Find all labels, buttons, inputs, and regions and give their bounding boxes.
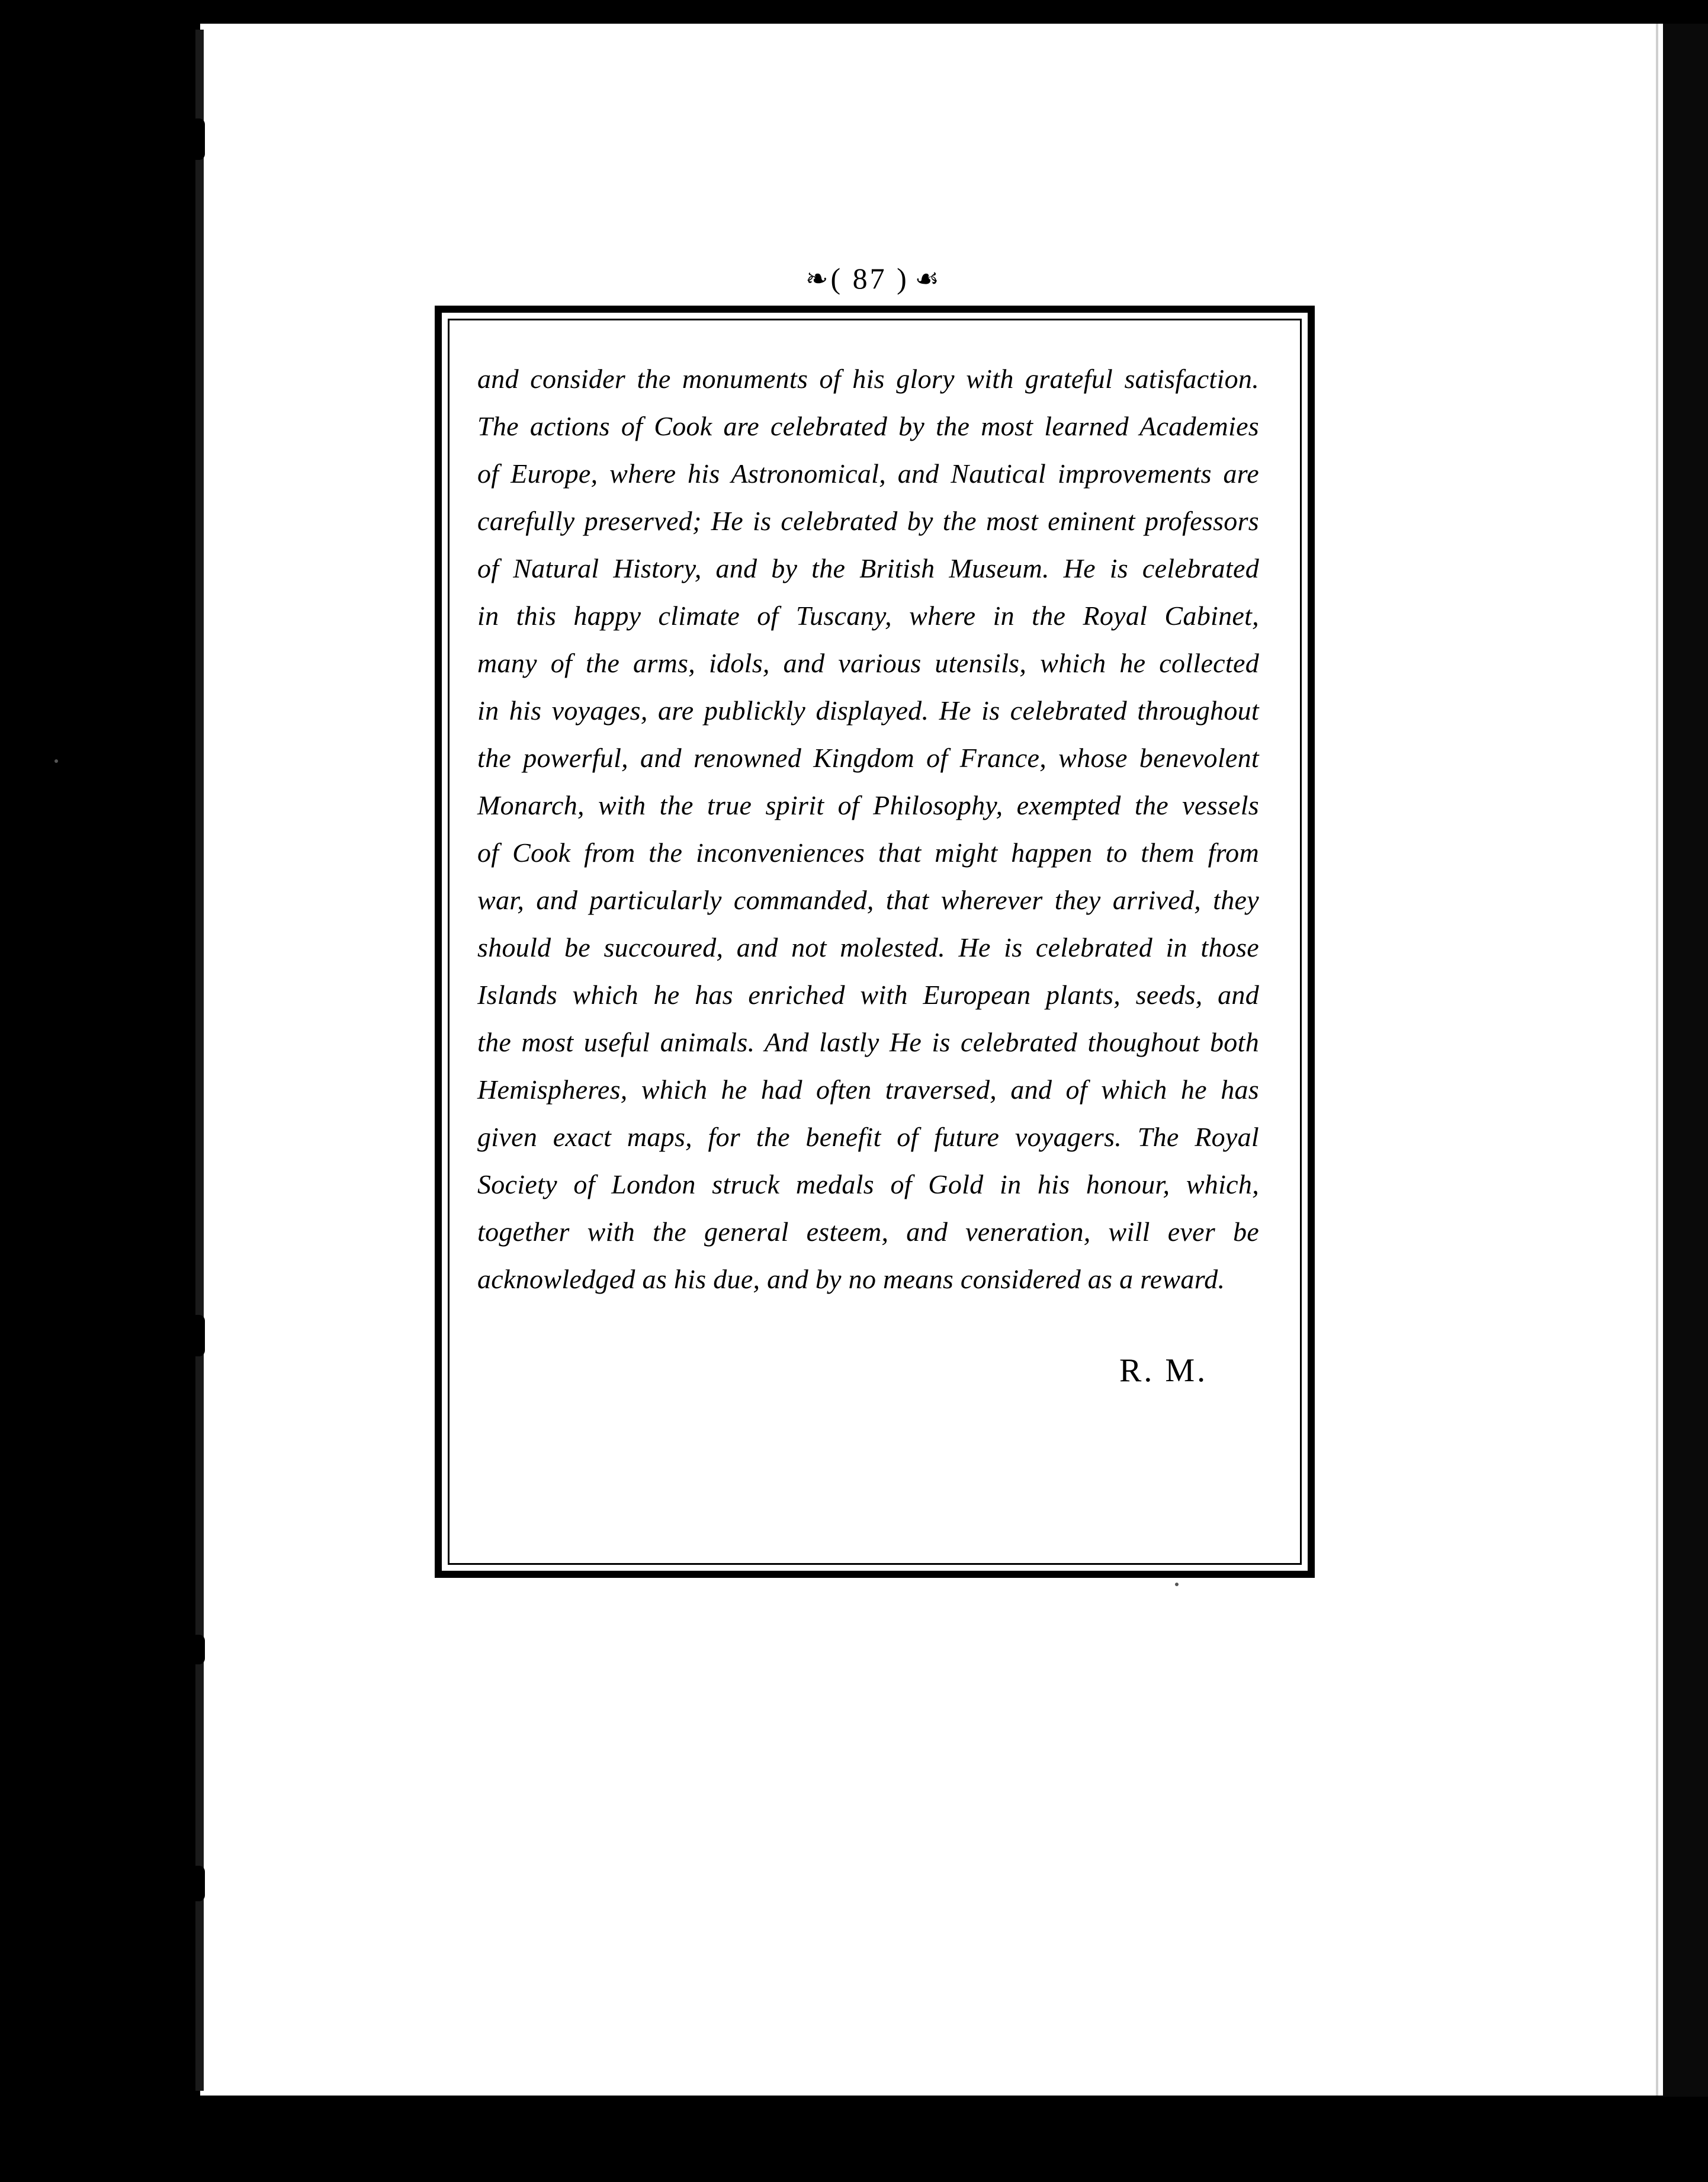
text-line: Hemispheres, which he had often traversed, and of which he has xyxy=(477,1074,1259,1105)
page-header xyxy=(776,261,965,296)
text-line: the most useful animals. And lastly He is celebrated thoughout both xyxy=(477,1027,1259,1057)
speck xyxy=(54,759,58,763)
text-line: in this happy climate of Tuscany, where in the Royal Cabinet, xyxy=(477,601,1259,631)
signature-initials: R. M. xyxy=(1119,1352,1208,1389)
binding-mark xyxy=(191,1635,205,1664)
text-line: in his voyages, are publickly displayed. He is celebrated throughout xyxy=(477,695,1259,726)
binding-edge xyxy=(195,30,204,2091)
text-line: many of the arms, idols, and various utensils, which he collected xyxy=(477,648,1259,678)
text-line: carefully preserved; He is celebrated by the most eminent professors xyxy=(477,506,1259,536)
text-line: the powerful, and renowned Kingdom of France, whose benevolent xyxy=(477,743,1259,773)
text-line: given exact maps, for the benefit of future voyagers. The Royal xyxy=(477,1122,1259,1152)
left-ornament-icon: ❧ xyxy=(805,262,825,294)
text-line: Society of London struck medals of Gold in his honour, which, xyxy=(477,1169,1259,1199)
scan-margin xyxy=(1663,24,1708,2097)
text-line: of Europe, where his Astronomical, and Nautical improvements are xyxy=(477,458,1259,489)
binding-mark xyxy=(191,1866,205,1901)
text-line: Islands which he has enriched with European plants, seeds, and xyxy=(477,980,1259,1010)
text-line: of Natural History, and by the British Museum. He is celebrated xyxy=(477,553,1259,583)
binding-mark xyxy=(191,118,205,160)
page-number: ( 87 ) xyxy=(830,262,909,295)
body-text xyxy=(477,355,1271,1303)
text-line: should be succoured, and not molested. He is celebrated in those xyxy=(477,932,1259,962)
text-line: war, and particularly commanded, that wherever they arrived, they xyxy=(477,885,1259,915)
right-ornament-icon: ☙ xyxy=(914,262,936,294)
binding-mark xyxy=(191,1315,205,1356)
text-line: The actions of Cook are celebrated by the most learned Academies xyxy=(477,411,1259,441)
page-edge xyxy=(1656,24,1658,2096)
text-line: acknowledged as his due, and by no means considered as a reward. xyxy=(477,1264,1225,1294)
text-line: of Cook from the inconveniences that might happen to them from xyxy=(477,837,1259,868)
text-line: Monarch, with the true spirit of Philosophy, exempted the vessels xyxy=(477,790,1259,820)
text-line: and consider the monuments of his glory with grateful satisfaction. xyxy=(477,364,1259,394)
speck xyxy=(1175,1583,1179,1586)
text-line: together with the general esteem, and veneration, will ever be xyxy=(477,1217,1259,1247)
